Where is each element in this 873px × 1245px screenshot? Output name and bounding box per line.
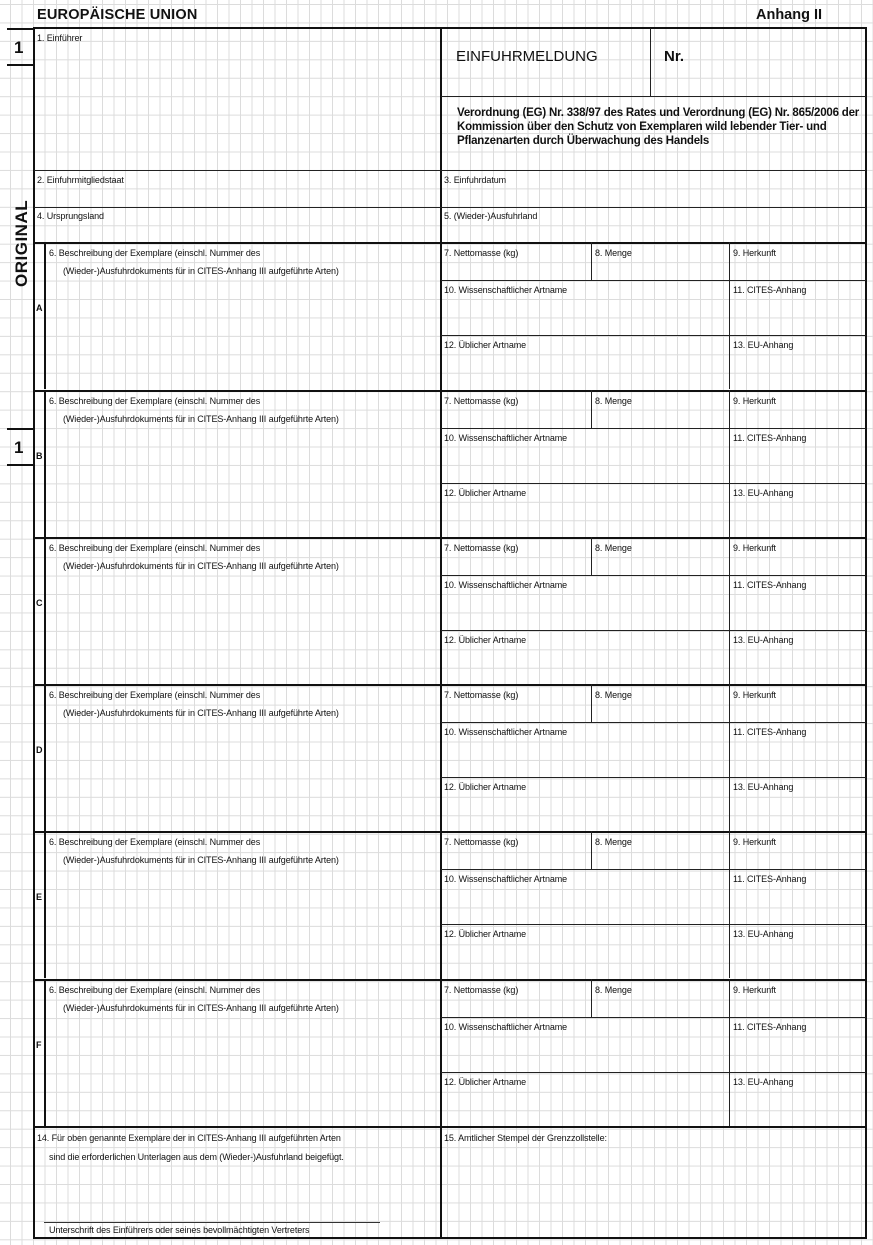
divider (591, 831, 592, 869)
description-field-line2: (Wieder-)Ausfuhrdokuments für in CITES-Anhang III aufgeführte Arten) (63, 855, 339, 865)
net-mass-field[interactable]: 7. Nettomasse (kg) (444, 837, 519, 847)
block-divider (33, 684, 867, 686)
net-mass-field[interactable]: 7. Nettomasse (kg) (444, 248, 519, 258)
eu-annex-field[interactable]: 13. EU-Anhang (733, 929, 794, 939)
source-field[interactable]: 9. Herkunft (733, 690, 776, 700)
source-field[interactable]: 9. Herkunft (733, 396, 776, 406)
signature-line[interactable] (44, 1222, 380, 1223)
description-field[interactable]: 6. Beschreibung der Exemplare (einschl. Nummer des (49, 985, 261, 995)
cites-annex-field[interactable]: 11. CITES-Anhang (733, 285, 807, 295)
block-letter-divider (44, 242, 46, 389)
divider (591, 537, 592, 575)
copy-number-top: 1 (14, 38, 24, 57)
net-mass-field[interactable]: 7. Nettomasse (kg) (444, 543, 519, 553)
block-divider (33, 537, 867, 539)
scientific-name-field[interactable]: 10. Wissenschaftlicher Artname (444, 285, 568, 295)
divider (34, 170, 866, 171)
eu-annex-field[interactable]: 13. EU-Anhang (733, 340, 794, 350)
center-divider (440, 27, 442, 1239)
scientific-name-field[interactable]: 10. Wissenschaftlicher Artname (444, 580, 568, 590)
net-mass-field[interactable]: 7. Nettomasse (kg) (444, 396, 519, 406)
annex-label: Anhang II (756, 7, 823, 23)
description-field[interactable]: 6. Beschreibung der Exemplare (einschl. Nummer des (49, 248, 261, 258)
block-letter: F (36, 1040, 42, 1050)
divider (591, 684, 592, 722)
number-field[interactable]: Nr. (664, 48, 685, 65)
description-field-line2: (Wieder-)Ausfuhrdokuments für in CITES-Anhang III aufgeführte Arten) (63, 1003, 339, 1013)
divider (441, 96, 866, 97)
cites-annex-field[interactable]: 11. CITES-Anhang (733, 1022, 807, 1032)
common-name-field[interactable]: 12. Üblicher Artname (444, 782, 527, 792)
divider (441, 280, 866, 281)
description-field[interactable]: 6. Beschreibung der Exemplare (einschl. Nummer des (49, 690, 261, 700)
divider (650, 28, 651, 96)
importer-field[interactable]: 1. Einführer (37, 33, 83, 43)
block-divider (33, 979, 867, 981)
copy-number-mid: 1 (14, 438, 24, 457)
customs-stamp-field[interactable]: 15. Amtlicher Stempel der Grenzzollstelle: (444, 1133, 607, 1143)
divider (33, 1126, 867, 1128)
scientific-name-field[interactable]: 10. Wissenschaftlicher Artname (444, 1022, 568, 1032)
common-name-field[interactable]: 12. Üblicher Artname (444, 635, 527, 645)
description-field[interactable]: 6. Beschreibung der Exemplare (einschl. Nummer des (49, 396, 261, 406)
cites-annex-field[interactable]: 11. CITES-Anhang (733, 874, 807, 884)
block-letter-divider (44, 831, 46, 978)
divider (441, 722, 866, 723)
form-title: EINFUHRMELDUNG (456, 48, 598, 65)
divider (441, 924, 866, 925)
block-divider (33, 831, 867, 833)
divider (729, 684, 730, 831)
frame-right (865, 27, 867, 1239)
description-field-line2: (Wieder-)Ausfuhrdokuments für in CITES-Anhang III aufgeführte Arten) (63, 266, 339, 276)
divider (591, 979, 592, 1017)
source-field[interactable]: 9. Herkunft (733, 985, 776, 995)
eu-annex-field[interactable]: 13. EU-Anhang (733, 635, 794, 645)
description-field[interactable]: 6. Beschreibung der Exemplare (einschl. Nummer des (49, 543, 261, 553)
eu-annex-field[interactable]: 13. EU-Anhang (733, 1077, 794, 1087)
description-field-line2: (Wieder-)Ausfuhrdokuments für in CITES-Anhang III aufgeführte Arten) (63, 561, 339, 571)
block-letter: C (36, 598, 43, 608)
block-divider (33, 390, 867, 392)
quantity-field[interactable]: 8. Menge (595, 690, 632, 700)
reexport-country-field[interactable]: 5. (Wieder-)Ausfuhrland (444, 211, 538, 221)
block-letter-divider (44, 390, 46, 537)
description-field-line2: (Wieder-)Ausfuhrdokuments für in CITES-Anhang III aufgeführte Arten) (63, 414, 339, 424)
divider (441, 335, 866, 336)
divider (441, 869, 866, 870)
divider (441, 483, 866, 484)
divider (7, 464, 35, 466)
quantity-field[interactable]: 8. Menge (595, 248, 632, 258)
block-letter-divider (44, 684, 46, 831)
signature-label: Unterschrift des Einführers oder seines bevollmächtigten Vertreters (49, 1225, 310, 1235)
source-field[interactable]: 9. Herkunft (733, 248, 776, 258)
scientific-name-field[interactable]: 10. Wissenschaftlicher Artname (444, 727, 568, 737)
divider (591, 390, 592, 428)
divider (729, 831, 730, 978)
common-name-field[interactable]: 12. Üblicher Artname (444, 488, 527, 498)
import-date-field[interactable]: 3. Einfuhrdatum (444, 175, 507, 185)
divider (441, 777, 866, 778)
block-letter-divider (44, 979, 46, 1126)
common-name-field[interactable]: 12. Üblicher Artname (444, 1077, 527, 1087)
source-field[interactable]: 9. Herkunft (733, 837, 776, 847)
declaration-text-1: 14. Für oben genannte Exemplare der in CITES-Anhang III aufgeführten Arten (37, 1133, 341, 1143)
quantity-field[interactable]: 8. Menge (595, 396, 632, 406)
divider (441, 1017, 866, 1018)
divider (729, 242, 730, 389)
quantity-field[interactable]: 8. Menge (595, 837, 632, 847)
net-mass-field[interactable]: 7. Nettomasse (kg) (444, 690, 519, 700)
frame-bottom (33, 1237, 867, 1239)
union-title: EUROPÄISCHE UNION (37, 7, 198, 23)
divider (441, 575, 866, 576)
cites-annex-field[interactable]: 11. CITES-Anhang (733, 580, 807, 590)
scientific-name-field[interactable]: 10. Wissenschaftlicher Artname (444, 433, 568, 443)
divider (441, 428, 866, 429)
frame-left (33, 27, 35, 1239)
divider (7, 428, 35, 430)
divider (729, 390, 730, 537)
quantity-field[interactable]: 8. Menge (595, 543, 632, 553)
divider (7, 28, 35, 30)
block-letter: B (36, 451, 43, 461)
source-field[interactable]: 9. Herkunft (733, 543, 776, 553)
divider (441, 1072, 866, 1073)
block-letter: E (36, 892, 43, 902)
divider (441, 630, 866, 631)
block-letter: D (36, 745, 43, 755)
frame-top (33, 27, 867, 29)
cites-annex-field[interactable]: 11. CITES-Anhang (733, 433, 807, 443)
description-field[interactable]: 6. Beschreibung der Exemplare (einschl. Nummer des (49, 837, 261, 847)
eu-annex-field[interactable]: 13. EU-Anhang (733, 488, 794, 498)
common-name-field[interactable]: 12. Üblicher Artname (444, 929, 527, 939)
net-mass-field[interactable]: 7. Nettomasse (kg) (444, 985, 519, 995)
common-name-field[interactable]: 12. Üblicher Artname (444, 340, 527, 350)
block-divider (33, 242, 867, 244)
member-state-field[interactable]: 2. Einfuhrmitgliedstaat (37, 175, 124, 185)
description-field-line2: (Wieder-)Ausfuhrdokuments für in CITES-Anhang III aufgeführte Arten) (63, 708, 339, 718)
regulation-text: Verordnung (EG) Nr. 338/97 des Rates und Verordnung (EG) Nr. 865/2006 der Kommission über den Schutz von Exemplaren wild lebender Tier- und Pflanzenarten durch Überwachung des Handels (457, 107, 860, 147)
cites-annex-field[interactable]: 11. CITES-Anhang (733, 727, 807, 737)
copy-label: ORIGINAL (12, 199, 31, 287)
eu-annex-field[interactable]: 13. EU-Anhang (733, 782, 794, 792)
block-letter-divider (44, 537, 46, 684)
divider (34, 207, 866, 208)
divider (729, 979, 730, 1126)
origin-country-field[interactable]: 4. Ursprungsland (37, 211, 104, 221)
declaration-text-2: sind die erforderlichen Unterlagen aus dem (Wieder-)Ausfuhrland beigefügt. (49, 1152, 344, 1162)
divider (729, 537, 730, 684)
block-letter: A (36, 303, 43, 313)
divider (7, 64, 35, 66)
scientific-name-field[interactable]: 10. Wissenschaftlicher Artname (444, 874, 568, 884)
quantity-field[interactable]: 8. Menge (595, 985, 632, 995)
divider (591, 242, 592, 280)
